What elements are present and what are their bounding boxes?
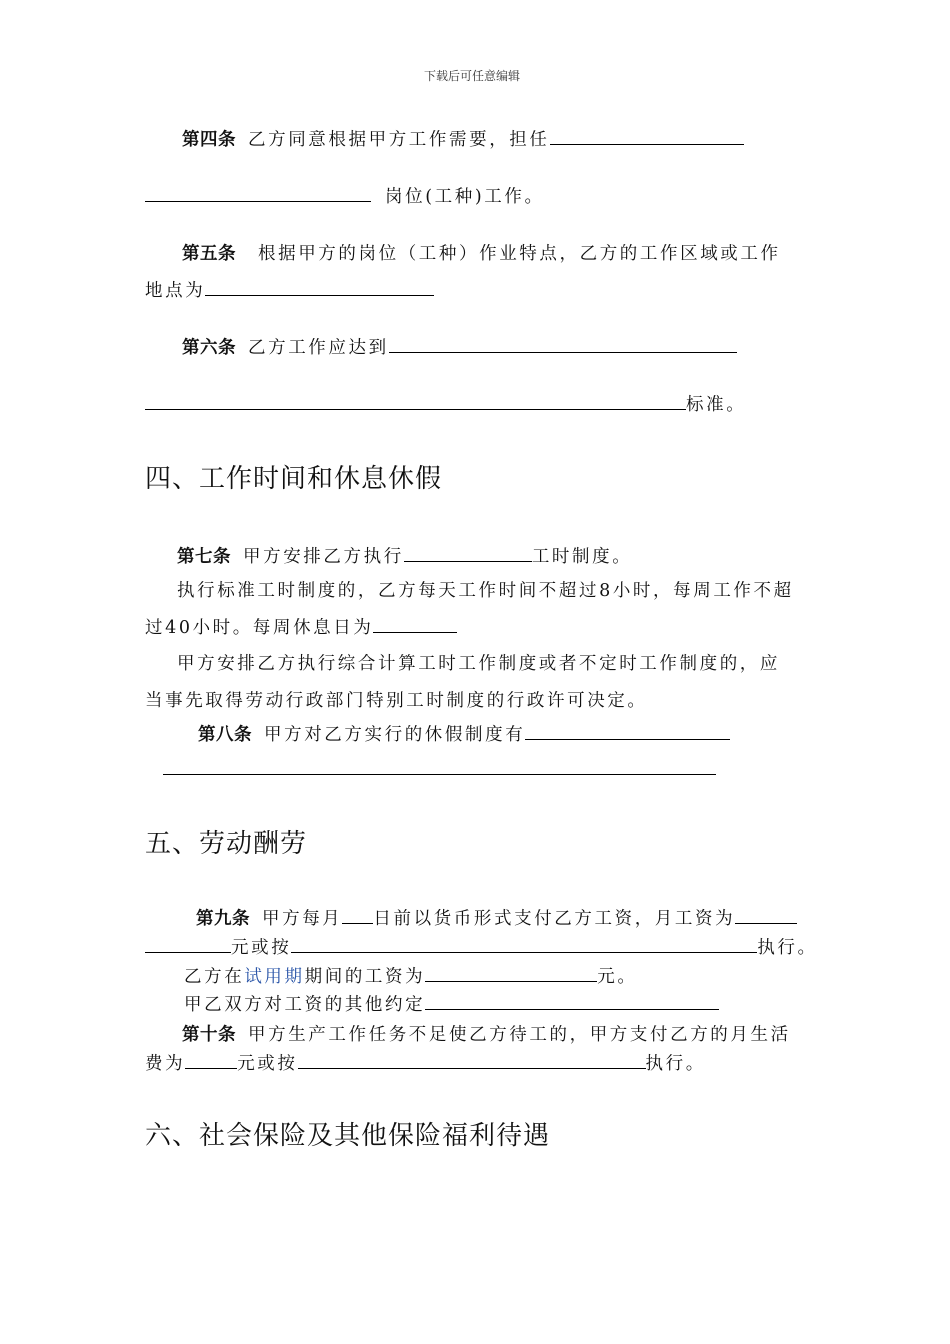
header-note: 下载后可任意编辑 [424,69,521,83]
article-4-tail: 岗位(工种)工作。 [385,187,545,207]
article-9-line3-a: 乙方在 [184,967,245,987]
article-4-label: 第四条 [182,130,236,150]
article-9-blank-salary[interactable] [735,922,797,924]
article-7-blank-2[interactable] [373,631,457,633]
article-6-blank-1[interactable] [389,351,737,353]
section-6-title: 六、社会保险及其他保险福利待遇 [145,1121,551,1151]
article-9-line4 [184,991,719,1016]
article-6-label: 第六条 [182,338,236,358]
article-7-line4: 甲方安排乙方执行综合计算工时工作制度或者不定时工作制度的，应 [177,654,780,674]
article-7-label: 第七条 [177,547,231,567]
article-5-line2 [145,277,434,302]
article-10-label: 第十条 [182,1025,236,1045]
article-9-blank-method[interactable] [291,951,757,953]
article-7-line2: 执行标准工时制度的，乙方每天工作时间不超过8小时，每周工作不超 [177,581,794,601]
article-5-line1 [182,240,781,265]
article-10-line1 [182,1021,791,1046]
article-6-line2 [145,391,746,416]
probation-link[interactable]: 试用期 [244,967,305,987]
article-6-blank-2[interactable] [145,408,686,410]
article-9-text-a: 甲方每月 [262,909,343,929]
article-9-blank-salary-2[interactable] [145,951,231,953]
article-8-text: 甲方对乙方实行的休假制度有 [264,725,526,745]
article-8-line1 [198,721,730,746]
article-4-text: 乙方同意根据甲方工作需要，担任 [248,130,550,150]
article-10-line2-a: 费为 [145,1054,186,1074]
article-9-line3 [184,963,637,988]
article-8-label: 第八条 [198,725,252,745]
article-10-line2-b: 元或按 [237,1054,298,1074]
article-9-blank-probation[interactable] [425,980,597,982]
article-4-blank-1[interactable] [550,143,744,145]
article-5-text: 根据甲方的岗位（工种）作业特点，乙方的工作区域或工作 [258,244,781,264]
article-9-line3-b: 期间的工资为 [304,967,426,987]
article-10-blank-method[interactable] [298,1067,646,1069]
article-7-blank-1[interactable] [404,560,532,562]
article-8-blank-2[interactable] [163,774,716,775]
section-4-title: 四、工作时间和休息休假 [145,464,443,494]
article-9-line2 [145,934,818,959]
article-7-line1 [177,543,632,568]
article-9-line4-text: 甲乙双方对工资的其他约定 [184,995,426,1015]
article-5-blank[interactable] [205,294,434,296]
article-6-line1 [182,334,737,359]
article-6-text: 乙方工作应达到 [248,338,389,358]
article-4-line1 [182,126,744,151]
article-9-label: 第九条 [196,909,250,929]
section-5-title: 五、劳动酬劳 [145,829,308,859]
article-10-blank-amount[interactable] [185,1067,237,1069]
article-9-line1 [196,905,797,930]
article-7-line5: 当事先取得劳动行政部门特别工时制度的行政许可决定。 [145,691,648,711]
article-6-tail: 标准。 [686,395,747,415]
article-4-blank-2[interactable] [145,200,371,202]
article-9-line3-c: 元。 [597,967,638,987]
article-9-text-b: 日前以货币形式支付乙方工资，月工资为 [373,909,736,929]
article-9-line2-a: 元或按 [231,938,292,958]
article-7-text: 甲方安排乙方执行 [243,547,404,567]
article-7-tail: 工时制度。 [531,547,633,567]
article-7-line3-text: 过40小时。每周休息日为 [145,618,374,638]
article-9-blank-other[interactable] [425,1008,719,1010]
article-10-line2-c: 执行。 [645,1054,706,1074]
article-9-blank-day[interactable] [342,922,373,924]
article-10-text: 甲方生产工作任务不足使乙方待工的，甲方支付乙方的月生活 [248,1025,791,1045]
article-5-label: 第五条 [182,244,236,264]
article-10-line2 [145,1050,706,1075]
article-9-line2-b: 执行。 [757,938,818,958]
article-4-line2 [145,183,545,208]
article-8-blank-1[interactable] [525,738,730,740]
article-5-text2: 地点为 [145,281,206,301]
article-7-line3 [145,614,457,639]
